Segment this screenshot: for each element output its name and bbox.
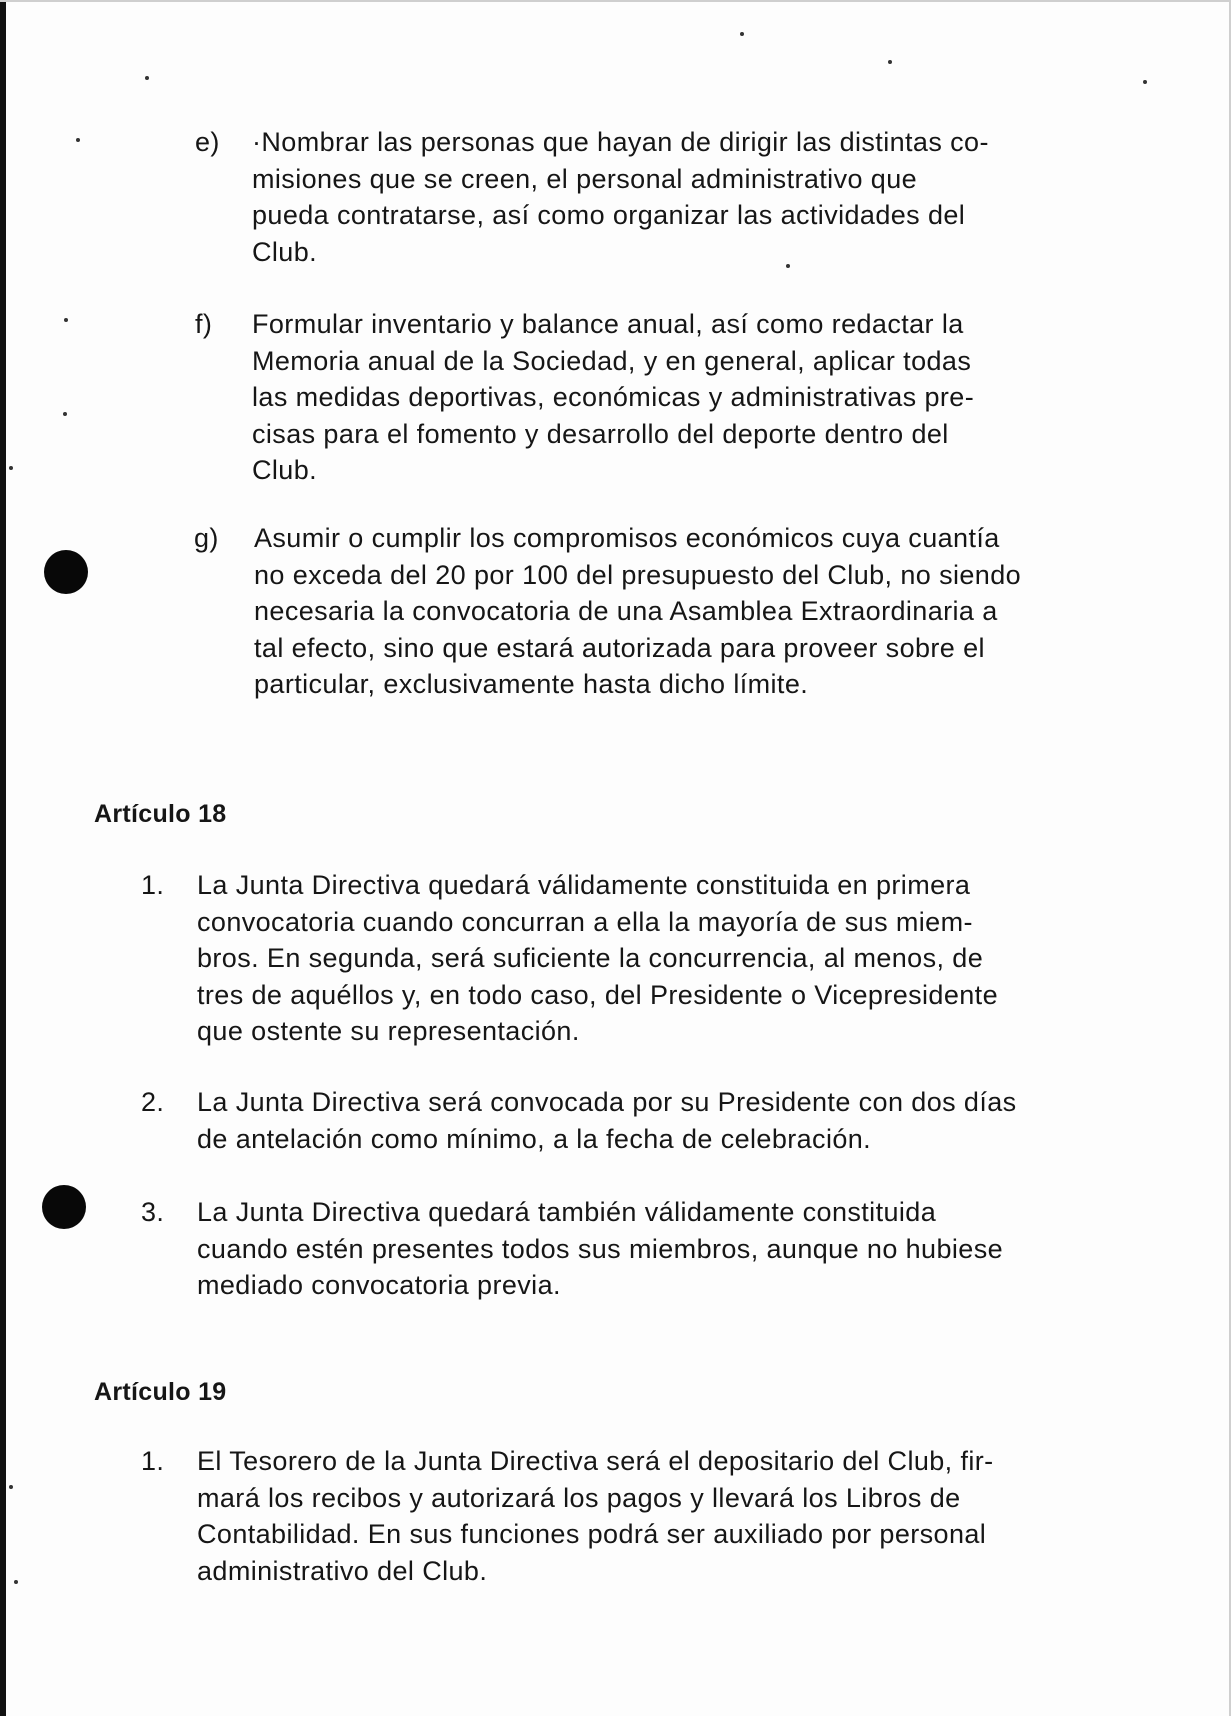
clause-line: Asumir o cumplir los compromisos económicos cuya cuantía <box>254 523 1000 553</box>
clause-line: tal efecto, sino que estará autorizada para proveer sobre el <box>254 632 985 663</box>
item-line: cuando estén presentes todos sus miembros, aunque no hubiese <box>197 1233 1004 1264</box>
clause-marker: e) <box>195 127 220 157</box>
clause-line: Club. <box>252 455 318 485</box>
article-19-heading: Artículo 19 <box>94 1378 227 1406</box>
item-line: El Tesorero de la Junta Directiva será el depositario del Club, fir- <box>197 1446 994 1476</box>
clause-line: no exceda del 20 por 100 del presupuesto del Club, no siendo <box>254 559 1022 590</box>
clause-marker: f) <box>195 309 213 339</box>
clause-line: Club. <box>252 236 318 267</box>
article-18-heading: Artículo 18 <box>94 800 227 828</box>
item-line: La Junta Directiva será convocada por su Presidente con dos días <box>197 1087 1017 1117</box>
item-line: La Junta Directiva quedará válidamente constituida en primera <box>197 870 971 900</box>
item-number: 2. <box>141 1087 165 1117</box>
item-line: bros. En segunda, será suficiente la concurrencia, al menos, de <box>197 943 984 973</box>
clause-e <box>195 124 989 270</box>
item-line: Contabilidad. En sus funciones podrá ser auxiliado por personal <box>197 1519 987 1549</box>
item-line: administrativo del Club. <box>197 1555 488 1586</box>
article-19-item-1 <box>141 1443 994 1589</box>
article-18-item-2 <box>141 1084 1017 1157</box>
clause-line: Memoria anual de la Sociedad, y en general, aplicar todas <box>252 345 972 376</box>
clause-marker: g) <box>194 523 219 553</box>
item-number: 1. <box>141 1446 165 1476</box>
article-18-item-1 <box>141 867 998 1050</box>
item-line: que ostente su representación. <box>197 1016 580 1046</box>
clause-f <box>195 306 975 489</box>
clause-line: pueda contratarse, así como organizar las actividades del <box>252 200 966 230</box>
item-line: mará los recibos y autorizará los pagos y llevará los Libros de <box>197 1482 961 1513</box>
clause-g <box>194 520 1022 703</box>
clause-line: las medidas deportivas, económicas y administrativas pre- <box>252 382 975 412</box>
item-line: convocatoria cuando concurran a ella la mayoría de sus miem- <box>197 906 973 937</box>
clause-line: misiones que se creen, el personal administrativo que <box>252 163 918 194</box>
item-number: 3. <box>141 1197 165 1227</box>
clause-line: ·Nombrar las personas que hayan de dirigir las distintas co- <box>252 127 989 157</box>
article-18-item-3 <box>141 1194 1004 1304</box>
clause-line: particular, exclusivamente hasta dicho límite. <box>254 669 809 699</box>
item-line: tres de aquéllos y, en todo caso, del Presidente o Vicepresidente <box>197 979 998 1010</box>
item-line: de antelación como mínimo, a la fecha de celebración. <box>197 1123 872 1154</box>
clause-line: necesaria la convocatoria de una Asamblea Extraordinaria a <box>254 596 998 626</box>
clause-line: Formular inventario y balance anual, así como redactar la <box>252 309 964 339</box>
item-line: mediado convocatoria previa. <box>197 1270 561 1300</box>
item-line: La Junta Directiva quedará también válidamente constituida <box>197 1197 937 1227</box>
clause-line: cisas para el fomento y desarrollo del deporte dentro del <box>252 418 949 449</box>
item-number: 1. <box>141 870 165 900</box>
